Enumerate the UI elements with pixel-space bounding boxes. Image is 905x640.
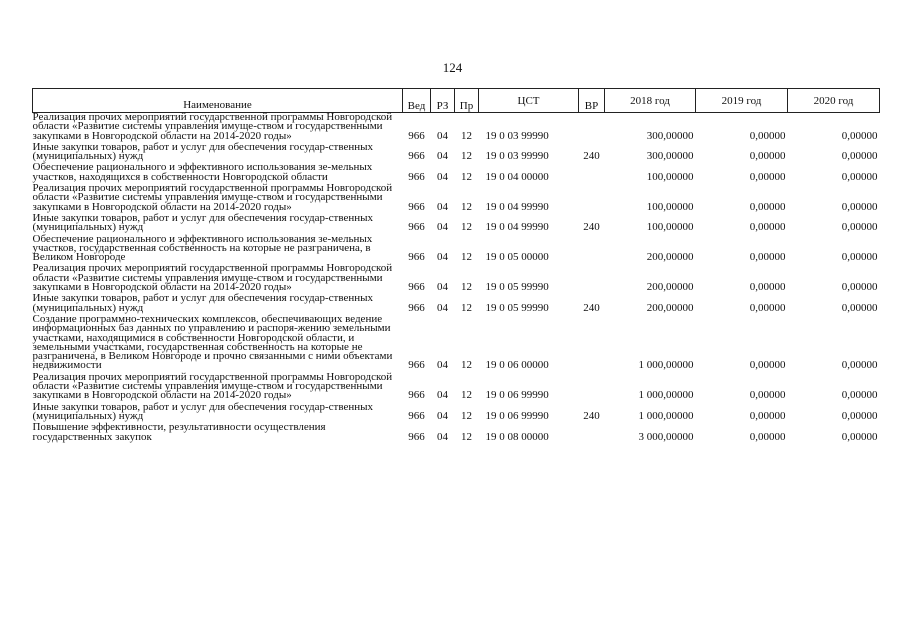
cell-vr: 240 — [583, 409, 600, 422]
cell-rz: 04 — [437, 251, 448, 264]
cell-y2018: 200,00000 — [646, 251, 694, 264]
cell-cst: 19 0 03 99990 — [485, 129, 549, 142]
cell-rz: 04 — [437, 221, 448, 234]
table-row — [33, 113, 880, 143]
cell-rz: 04 — [437, 200, 448, 213]
cell-y2019: 0,00000 — [749, 150, 786, 163]
cell-vr: 240 — [583, 301, 600, 314]
cell-pr: 12 — [461, 359, 472, 372]
cell-y2020: 0,00000 — [841, 359, 878, 372]
cell-y2020: 0,00000 — [841, 409, 878, 422]
cell-rz: 04 — [437, 281, 448, 294]
cell-pr: 12 — [461, 409, 472, 422]
cell-ved: 966 — [408, 409, 425, 422]
cell-y2018: 300,00000 — [646, 129, 694, 142]
cell-cst: 19 0 05 00000 — [485, 251, 549, 264]
cell-pr: 12 — [461, 129, 472, 142]
cell-ved: 966 — [408, 389, 425, 402]
cell-pr: 12 — [461, 170, 472, 183]
cell-name: Создание программно-технических комплексов, обеспечивающих ведение информационных баз данных по управлению и распоря-жению земельными участками, находящимися в собственности Новгородской области, и земельными участками, государственная собственность на которые не разграничена, в Великом Новгороде и прочно связанными с ними объектами недвижимости — [32, 312, 393, 372]
cell-y2019: 0,00000 — [749, 251, 786, 264]
cell-y2020: 0,00000 — [841, 129, 878, 142]
cell-ved: 966 — [408, 200, 425, 213]
cell-pr: 12 — [461, 200, 472, 213]
cell-y2019: 0,00000 — [749, 281, 786, 294]
table-row — [33, 423, 880, 444]
cell-pr: 12 — [461, 281, 472, 294]
cell-cst: 19 0 05 99990 — [485, 281, 549, 294]
table-row — [33, 214, 880, 235]
cell-name: Реализация прочих мероприятий государственной программы Новгородской области «Развитие системы управления имуще-ством и государственными закупками в Новгородской области на 2014-2020 годы» — [32, 370, 393, 402]
cell-name: Обеспечение рационального и эффективного использования зе-мельных участков, находящихся в собственности Новгородской области — [32, 161, 373, 183]
cell-y2020: 0,00000 — [841, 221, 878, 234]
cell-rz: 04 — [437, 129, 448, 142]
cell-cst: 19 0 08 00000 — [485, 430, 549, 443]
cell-y2020: 0,00000 — [841, 389, 878, 402]
cell-pr: 12 — [461, 301, 472, 314]
cell-rz: 04 — [437, 430, 448, 443]
cell-ved: 966 — [408, 251, 425, 264]
cell-y2019: 0,00000 — [749, 430, 786, 443]
cell-rz: 04 — [437, 409, 448, 422]
cell-y2019: 0,00000 — [749, 301, 786, 314]
cell-pr: 12 — [461, 150, 472, 163]
cell-cst: 19 0 04 00000 — [485, 170, 549, 183]
cell-cst: 19 0 06 99990 — [485, 409, 549, 422]
cell-vr: 240 — [583, 150, 600, 163]
cell-name: Повышение эффективности, результативности осуществления государственных закупок — [32, 421, 326, 443]
cell-pr: 12 — [461, 430, 472, 443]
cell-rz: 04 — [437, 150, 448, 163]
cell-ved: 966 — [408, 150, 425, 163]
cell-y2018: 100,00000 — [646, 221, 694, 234]
cell-name: Иные закупки товаров, работ и услуг для обеспечения государ-ственных (муниципальных) нужд — [32, 292, 374, 314]
cell-name: Реализация прочих мероприятий государственной программы Новгородской области «Развитие системы управления имуще-ством и государственными закупками в Новгородской области на 2014-2020 годы» — [32, 182, 393, 213]
cell-vr — [579, 113, 605, 143]
cell-y2019: 0,00000 — [749, 409, 786, 422]
cell-y2019: 0,00000 — [749, 170, 786, 183]
cell-name: Реализация прочих мероприятий государственной программы Новгородской области «Развитие системы управления имуще-ством и государственными закупками в Новгородской области на 2014-2020 годы» — [32, 111, 393, 142]
cell-rz: 04 — [437, 170, 448, 183]
cell-cst: 19 0 04 99990 — [485, 221, 549, 234]
table-row — [33, 184, 880, 214]
cell-cst: 19 0 06 00000 — [485, 359, 549, 372]
cell-vr — [579, 315, 605, 373]
cell-y2019: 0,00000 — [749, 221, 786, 234]
cell-ved: 966 — [408, 129, 425, 142]
cell-ved: 966 — [408, 281, 425, 294]
cell-y2020: 0,00000 — [841, 200, 878, 213]
table-row — [33, 163, 880, 184]
header-name: Наименование — [33, 89, 403, 113]
cell-name: Обеспечение рационального и эффективного использования зе-мельных участков, государственная собственность на которые не разграничена, в Великом Новгороде — [32, 232, 373, 264]
cell-vr — [579, 184, 605, 214]
table-row — [33, 143, 880, 164]
cell-vr — [579, 163, 605, 184]
cell-y2019: 0,00000 — [749, 200, 786, 213]
cell-rz: 04 — [437, 301, 448, 314]
table-row — [33, 403, 880, 424]
cell-y2018: 200,00000 — [646, 301, 694, 314]
cell-y2018: 300,00000 — [646, 150, 694, 163]
header-ved: Вед — [403, 89, 431, 113]
cell-y2020: 0,00000 — [841, 430, 878, 443]
cell-y2018: 100,00000 — [646, 170, 694, 183]
cell-name: Иные закупки товаров, работ и услуг для обеспечения государ-ственных (муниципальных) нужд — [32, 211, 374, 234]
cell-rz: 04 — [437, 389, 448, 402]
header-cst: ЦСТ — [479, 89, 579, 113]
cell-y2020: 0,00000 — [841, 301, 878, 314]
header-2020: 2020 год — [788, 89, 880, 113]
cell-y2019: 0,00000 — [749, 129, 786, 142]
cell-y2018: 100,00000 — [646, 200, 694, 213]
cell-cst: 19 0 03 99990 — [485, 150, 549, 163]
cell-y2018: 1 000,00000 — [638, 409, 694, 422]
cell-ved: 966 — [408, 301, 425, 314]
header-vr: ВР — [579, 89, 605, 113]
cell-y2020: 0,00000 — [841, 170, 878, 183]
cell-y2018: 3 000,00000 — [638, 430, 694, 443]
cell-ved: 966 — [408, 430, 425, 443]
table-header-row — [33, 89, 880, 113]
header-2019: 2019 год — [696, 89, 788, 113]
cell-y2020: 0,00000 — [841, 281, 878, 294]
cell-y2020: 0,00000 — [841, 251, 878, 264]
cell-ved: 966 — [408, 170, 425, 183]
cell-vr — [579, 373, 605, 403]
cell-ved: 966 — [408, 221, 425, 234]
table-row — [33, 235, 880, 265]
budget-table — [32, 88, 880, 444]
cell-rz: 04 — [437, 359, 448, 372]
cell-y2018: 1 000,00000 — [638, 359, 694, 372]
cell-y2019: 0,00000 — [749, 359, 786, 372]
table-row — [33, 264, 880, 294]
table-row — [33, 294, 880, 315]
cell-y2018: 200,00000 — [646, 281, 694, 294]
cell-cst: 19 0 05 99990 — [485, 301, 549, 314]
cell-name: Реализация прочих мероприятий государственной программы Новгородской области «Развитие системы управления имуще-ством и государственными закупками в Новгородской области на 2014-2020 годы» — [32, 262, 393, 294]
cell-pr: 12 — [461, 251, 472, 264]
cell-cst: 19 0 06 99990 — [485, 389, 549, 402]
header-rz: РЗ — [431, 89, 455, 113]
table-row — [33, 315, 880, 373]
cell-y2019: 0,00000 — [749, 389, 786, 402]
table-row — [33, 373, 880, 403]
cell-vr — [579, 264, 605, 294]
cell-ved: 966 — [408, 359, 425, 372]
header-2018: 2018 год — [605, 89, 696, 113]
cell-y2020: 0,00000 — [841, 150, 878, 163]
cell-pr: 12 — [461, 389, 472, 402]
cell-vr — [579, 423, 605, 444]
cell-vr: 240 — [583, 221, 600, 234]
cell-pr: 12 — [461, 221, 472, 234]
header-pr: Пр — [455, 89, 479, 113]
cell-name: Иные закупки товаров, работ и услуг для обеспечения государ-ственных (муниципальных) нужд — [32, 140, 374, 163]
cell-vr — [579, 235, 605, 265]
page-number: 124 — [442, 60, 463, 75]
cell-name: Иные закупки товаров, работ и услуг для обеспечения государ-ственных (муниципальных) нужд — [32, 400, 374, 422]
cell-cst: 19 0 04 99990 — [485, 200, 549, 213]
cell-y2018: 1 000,00000 — [638, 389, 694, 402]
